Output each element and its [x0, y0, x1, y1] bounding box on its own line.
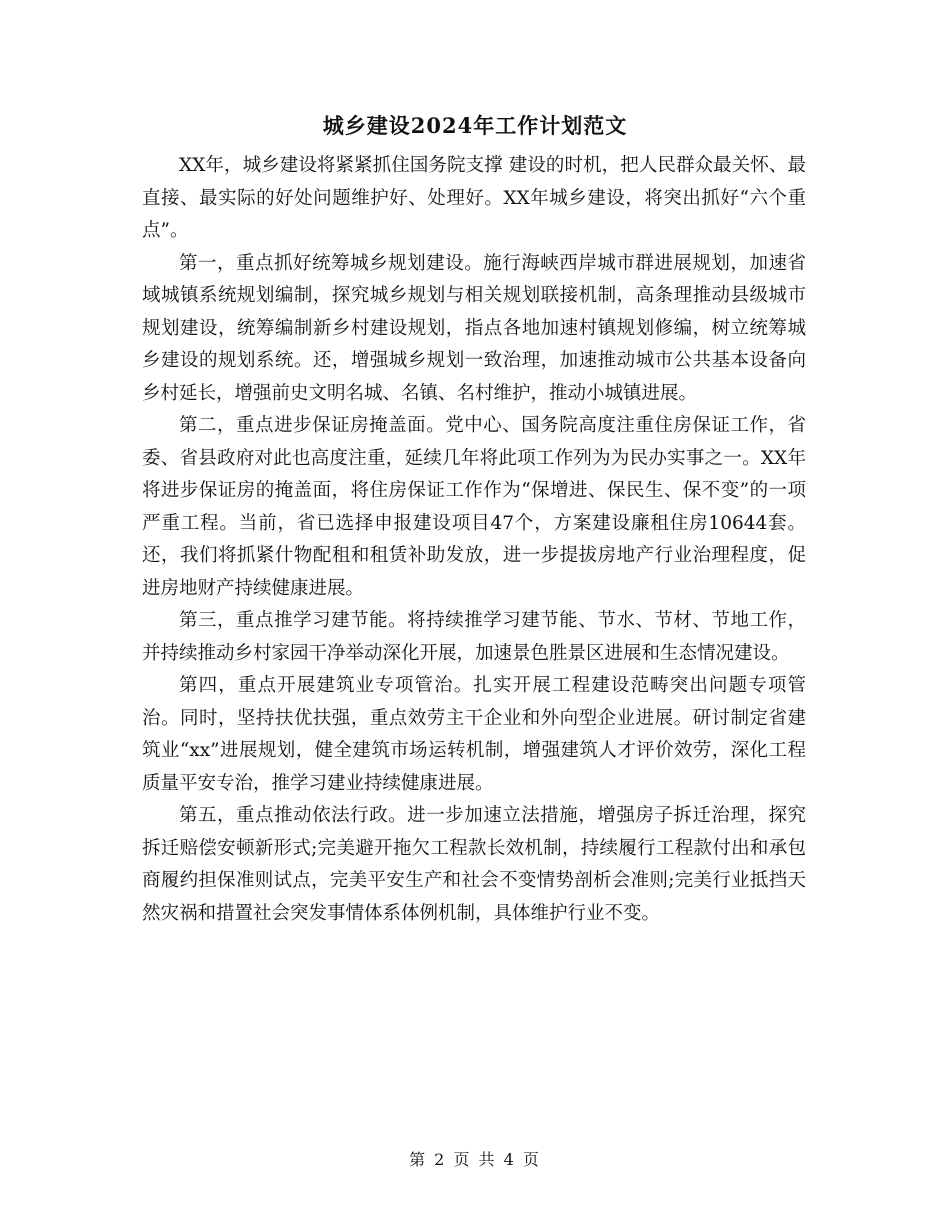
page-number-footer: 第 2 页 共 4 页 — [409, 1150, 541, 1169]
paragraph-third-priority: 第三，重点推学习建节能。将持续推学习建节能、节水、节材、节地工作，并持续推动乡村家园干净举动深化开展，加速景色胜景区进展和生态情况建设。 — [142, 610, 806, 664]
paragraph-first-priority: 第一，重点抓好统筹城乡规划建设。施行海峡西岸城市群进展规划，加速省域城镇系统规划编制，探究城乡规划与相关规划联接机制，高条理推动县级城市规划建设，统筹编制新乡村建设规划，指点各地加速村镇规划修编，树立统筹城乡建设的规划系统。还，增强城乡规划一致治理，加速推动城市公共基本设备向乡村延长，增强前史文明名城、名镇、名村维护，推动小城镇进展。 — [142, 252, 806, 404]
document-body — [142, 150, 806, 930]
paragraph-second-priority: 第二，重点进步保证房掩盖面。党中心、国务院高度注重住房保证工作，省委、省县政府对此也高度注重，延续几年将此项工作列为为民办实事之一。XX年将进步保证房的掩盖面，将住房保证工作作为“保增进、保民生、保不变”的一项严重工程。当前，省已选择申报建设项目47个，方案建设廉租住房10644套。还，我们将抓紧什物配租和租赁补助发放，进一步提拔房地产行业治理程度，促进房地财产持续健康进展。 — [142, 415, 806, 599]
paragraph-fifth-priority: 第五，重点推动依法行政。进一步加速立法措施，增强房子拆迁治理，探究拆迁赔偿安顿新形式;完美避开拖欠工程款长效机制，持续履行工程款付出和承包商履约担保准则试点，完美平安生产和社会不变情势剖析会准则;完美行业抵挡天然灾祸和措置社会突发事情体系体例机制，具体维护行业不变。 — [142, 805, 806, 924]
paragraph-fourth-priority: 第四，重点开展建筑业专项管治。扎实开展工程建设范畴突出问题专项管治。同时，坚持扶优扶强，重点效劳主干企业和外向型企业进展。研讨制定省建筑业“xx”进展规划，健全建筑市场运转机制，增强建筑人才评价效劳，深化工程质量平安专治，推学习建业持续健康进展。 — [142, 675, 806, 794]
paragraph-intro: XX年，城乡建设将紧紧抓住国务院支撑 建设的时机，把人民群众最关怀、最直接、最实际的好处问题维护好、处理好。XX年城乡建设，将突出抓好“六个重点”。 — [142, 155, 806, 241]
document-title: 城乡建设2024年工作计划范文 — [322, 113, 628, 138]
